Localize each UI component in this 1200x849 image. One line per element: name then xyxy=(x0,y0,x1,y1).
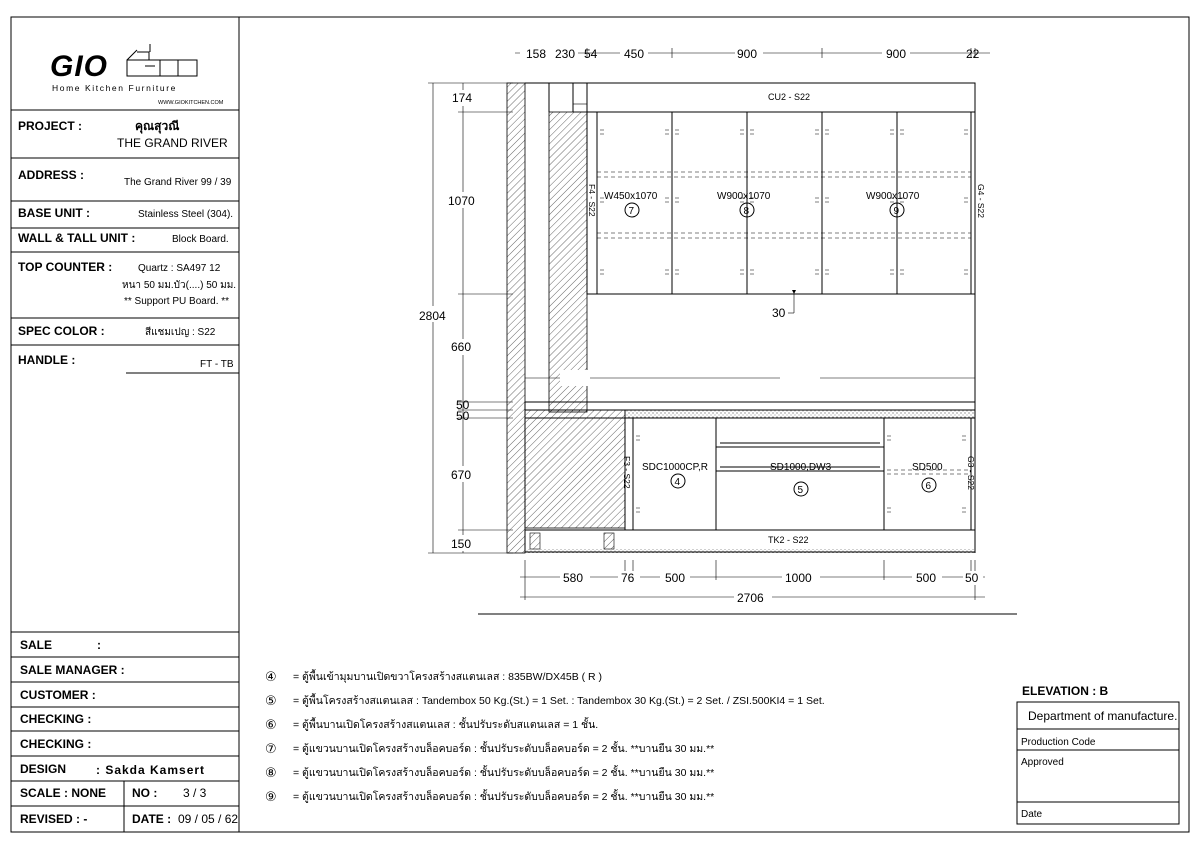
marker-9-icon xyxy=(890,203,904,217)
project-place: THE GRAND RIVER xyxy=(117,136,228,150)
sale-label: SALE xyxy=(20,638,53,652)
wall-cabinet-front xyxy=(597,112,971,294)
marker-8-icon xyxy=(740,203,754,217)
unit-notes xyxy=(265,669,825,804)
no-label: NO : xyxy=(132,786,158,800)
unit-label-g3: G3 - S22 xyxy=(966,456,976,491)
note-9-text: = ตู้แขวนบานเปิดโครงสร้างบล็อคบอร์ด : ชั้นปรับระดับบล็อคบอร์ด = 2 ชั้น. **บานยืน 30 มม.** xyxy=(293,791,715,803)
approval-block xyxy=(1017,684,1179,824)
top-counter-label: TOP COUNTER : xyxy=(18,260,113,274)
logo-text: GIO xyxy=(50,50,109,83)
unit-label-f4: F4 - S22 xyxy=(587,184,597,217)
note-5-marker: ⑤ xyxy=(265,693,277,708)
note-4-text: = ตู้พื้นเข้ามุมบานเปิดขวาโครงสร้างสแตนเลส : 835BW/DX45B ( R ) xyxy=(293,671,603,683)
unit-label-b5: SD1000,DW3 xyxy=(770,462,832,473)
top-counter-line3: ** Support PU Board. ** xyxy=(124,296,230,307)
dim-bot-76: 76 xyxy=(621,571,635,585)
approval-date-label: Date xyxy=(1021,809,1043,820)
design-value: : Sakda Kamsert xyxy=(96,763,206,777)
corner-base-hatch xyxy=(525,410,625,528)
unit-label-g4: G4 - S22 xyxy=(976,184,986,219)
wall-hatch xyxy=(507,83,525,553)
department-label: Department of manufacture. xyxy=(1028,709,1178,723)
dim-bot-50: 50 xyxy=(965,571,979,585)
wall-handle-marks xyxy=(600,130,968,274)
toe-kick-floor xyxy=(525,549,975,553)
spec-color-label: SPEC COLOR : xyxy=(18,324,105,338)
svg-text:5: 5 xyxy=(797,485,804,496)
logo-tagline: Home Kitchen Furniture xyxy=(52,83,177,93)
checking2-label: CHECKING : xyxy=(20,737,92,751)
project-label: PROJECT : xyxy=(18,119,83,133)
toe-kick xyxy=(525,530,975,552)
handle-label: HANDLE : xyxy=(18,353,76,367)
unit-label-cu2: CU2 - S22 xyxy=(768,92,811,102)
marker-7-icon xyxy=(625,203,639,217)
dim-left-50a: 50 xyxy=(456,398,470,412)
top-dimensions xyxy=(515,46,990,61)
dim-top-450: 450 xyxy=(624,47,645,61)
dim-left-50b: 50 xyxy=(456,409,470,423)
no-value: 3 / 3 xyxy=(183,786,207,800)
dim-bot-500a: 500 xyxy=(665,571,686,585)
dim-top-54: 54 xyxy=(584,47,598,61)
note-8-text: = ตู้แขวนบานเปิดโครงสร้างบล็อคบอร์ด : ชั้นปรับระดับบล็อคบอร์ด = 2 ชั้น. **บานยืน 30 มม.** xyxy=(293,767,715,779)
scale-label: SCALE : NONE xyxy=(20,786,107,800)
note-4-marker: ④ xyxy=(265,669,277,684)
marker-4-icon xyxy=(671,474,685,488)
left-dimensions xyxy=(419,83,513,553)
unit-label-w8: W900x1070 xyxy=(717,191,771,202)
dim-top-230: 230 xyxy=(555,47,576,61)
design-label: DESIGN xyxy=(20,762,67,776)
dim-left-174: 174 xyxy=(452,91,473,105)
dim-top-900b: 900 xyxy=(886,47,907,61)
dim-bot-2706: 2706 xyxy=(737,591,764,605)
dim-top-900a: 900 xyxy=(737,47,758,61)
base-cabinet-front xyxy=(633,418,971,530)
wall-cabinet-block xyxy=(587,112,975,294)
dim-left-2804: 2804 xyxy=(419,309,446,323)
dim-30: 30 xyxy=(772,306,786,320)
dim-left-150: 150 xyxy=(451,537,472,551)
dim-top-158: 158 xyxy=(526,47,547,61)
note-8-marker: ⑧ xyxy=(265,765,277,780)
note-6-text: = ตู้พื้นบานเปิดโครงสร้างสแตนเลส : ชั้นปรับระดับสแตนเลส = 1 ชั้น. xyxy=(293,719,599,731)
countertop xyxy=(525,402,975,410)
unit-label-tk2: TK2 - S22 xyxy=(768,535,809,545)
elevation-drawing xyxy=(419,46,1017,614)
dim-bot-1000: 1000 xyxy=(785,571,812,585)
note-7-marker: ⑦ xyxy=(265,741,277,756)
svg-text:7: 7 xyxy=(628,206,635,217)
dim-top-22: 22 xyxy=(966,47,980,61)
marker-6-icon xyxy=(922,478,936,492)
base-unit-label: BASE UNIT : xyxy=(18,206,90,220)
unit-label-w7: W450x1070 xyxy=(604,191,658,202)
dim-left-670: 670 xyxy=(451,468,472,482)
dim-bot-580: 580 xyxy=(563,571,584,585)
customer-label: CUSTOMER : xyxy=(20,688,96,702)
note-5-text: = ตู้พื้นโครงสร้างสแตนเลส : Tandembox 50 Kg.(St.) = 1 Set. : Tandembox 30 Kg.(St.) = 2 Set. / ZSI.500KI4 = 1 Set. xyxy=(293,695,825,707)
address-label: ADDRESS : xyxy=(18,168,85,182)
unit-label-b4: SDC1000CP,R xyxy=(642,462,708,473)
svg-text:9: 9 xyxy=(893,206,900,217)
top-counter-line2: หนา 50 มม.บัว(....) 50 มม. xyxy=(122,280,237,291)
top-counter-line1: Quartz : SA497 12 xyxy=(138,263,221,274)
dim-left-1070: 1070 xyxy=(448,194,475,208)
checking1-label: CHECKING : xyxy=(20,712,92,726)
date-label: DATE : xyxy=(132,812,172,826)
gio-logo xyxy=(50,44,224,106)
dim-bot-500b: 500 xyxy=(916,571,937,585)
wall-tall-value: Block Board. xyxy=(172,234,229,245)
tall-unit-top-cap xyxy=(573,104,587,112)
note-9-marker: ⑨ xyxy=(265,789,277,804)
sale-colon: : xyxy=(97,638,101,652)
note-7-text: = ตู้แขวนบานเปิดโครงสร้างบล็อคบอร์ด : ชั้นปรับระดับบล็อคบอร์ด = 2 ชั้น. **บานยืน 30 มม.** xyxy=(293,743,715,755)
approved-label: Approved xyxy=(1021,757,1064,768)
production-code-label: Production Code xyxy=(1021,737,1096,748)
marker-5-icon xyxy=(794,482,808,496)
elevation-label: ELEVATION : B xyxy=(1022,684,1109,698)
sale-manager-label: SALE MANAGER : xyxy=(20,663,125,677)
svg-text:6: 6 xyxy=(925,481,932,492)
address-value: The Grand River 99 / 39 xyxy=(124,177,232,188)
project-name: คุณสุวณี xyxy=(135,119,180,133)
note-6-marker: ⑥ xyxy=(265,717,277,732)
unit-label-w9: W900x1070 xyxy=(866,191,920,202)
spec-color-value: สีแชมเปญ : S22 xyxy=(145,327,216,338)
unit-label-f3: F3 - S22 xyxy=(622,456,632,489)
logo-website: WWW.GIOKITCHEN.COM xyxy=(158,100,224,106)
dim-left-660: 660 xyxy=(451,340,472,354)
countertop-stone xyxy=(625,410,975,418)
base-unit-value: Stainless Steel (304). xyxy=(138,209,234,220)
wall-tall-label: WALL & TALL UNIT : xyxy=(18,231,136,245)
date-value: 09 / 05 / 62 xyxy=(178,812,239,826)
unit-label-b6: SD500 xyxy=(912,462,943,473)
handle-value: FT - TB xyxy=(200,359,234,370)
revised-label: REVISED : - xyxy=(20,812,88,826)
tall-unit-side xyxy=(549,112,587,412)
title-block xyxy=(11,44,239,832)
svg-text:4: 4 xyxy=(674,477,681,488)
bottom-dimensions xyxy=(520,560,985,605)
svg-text:8: 8 xyxy=(743,206,750,217)
house-logo-icon xyxy=(127,44,197,76)
